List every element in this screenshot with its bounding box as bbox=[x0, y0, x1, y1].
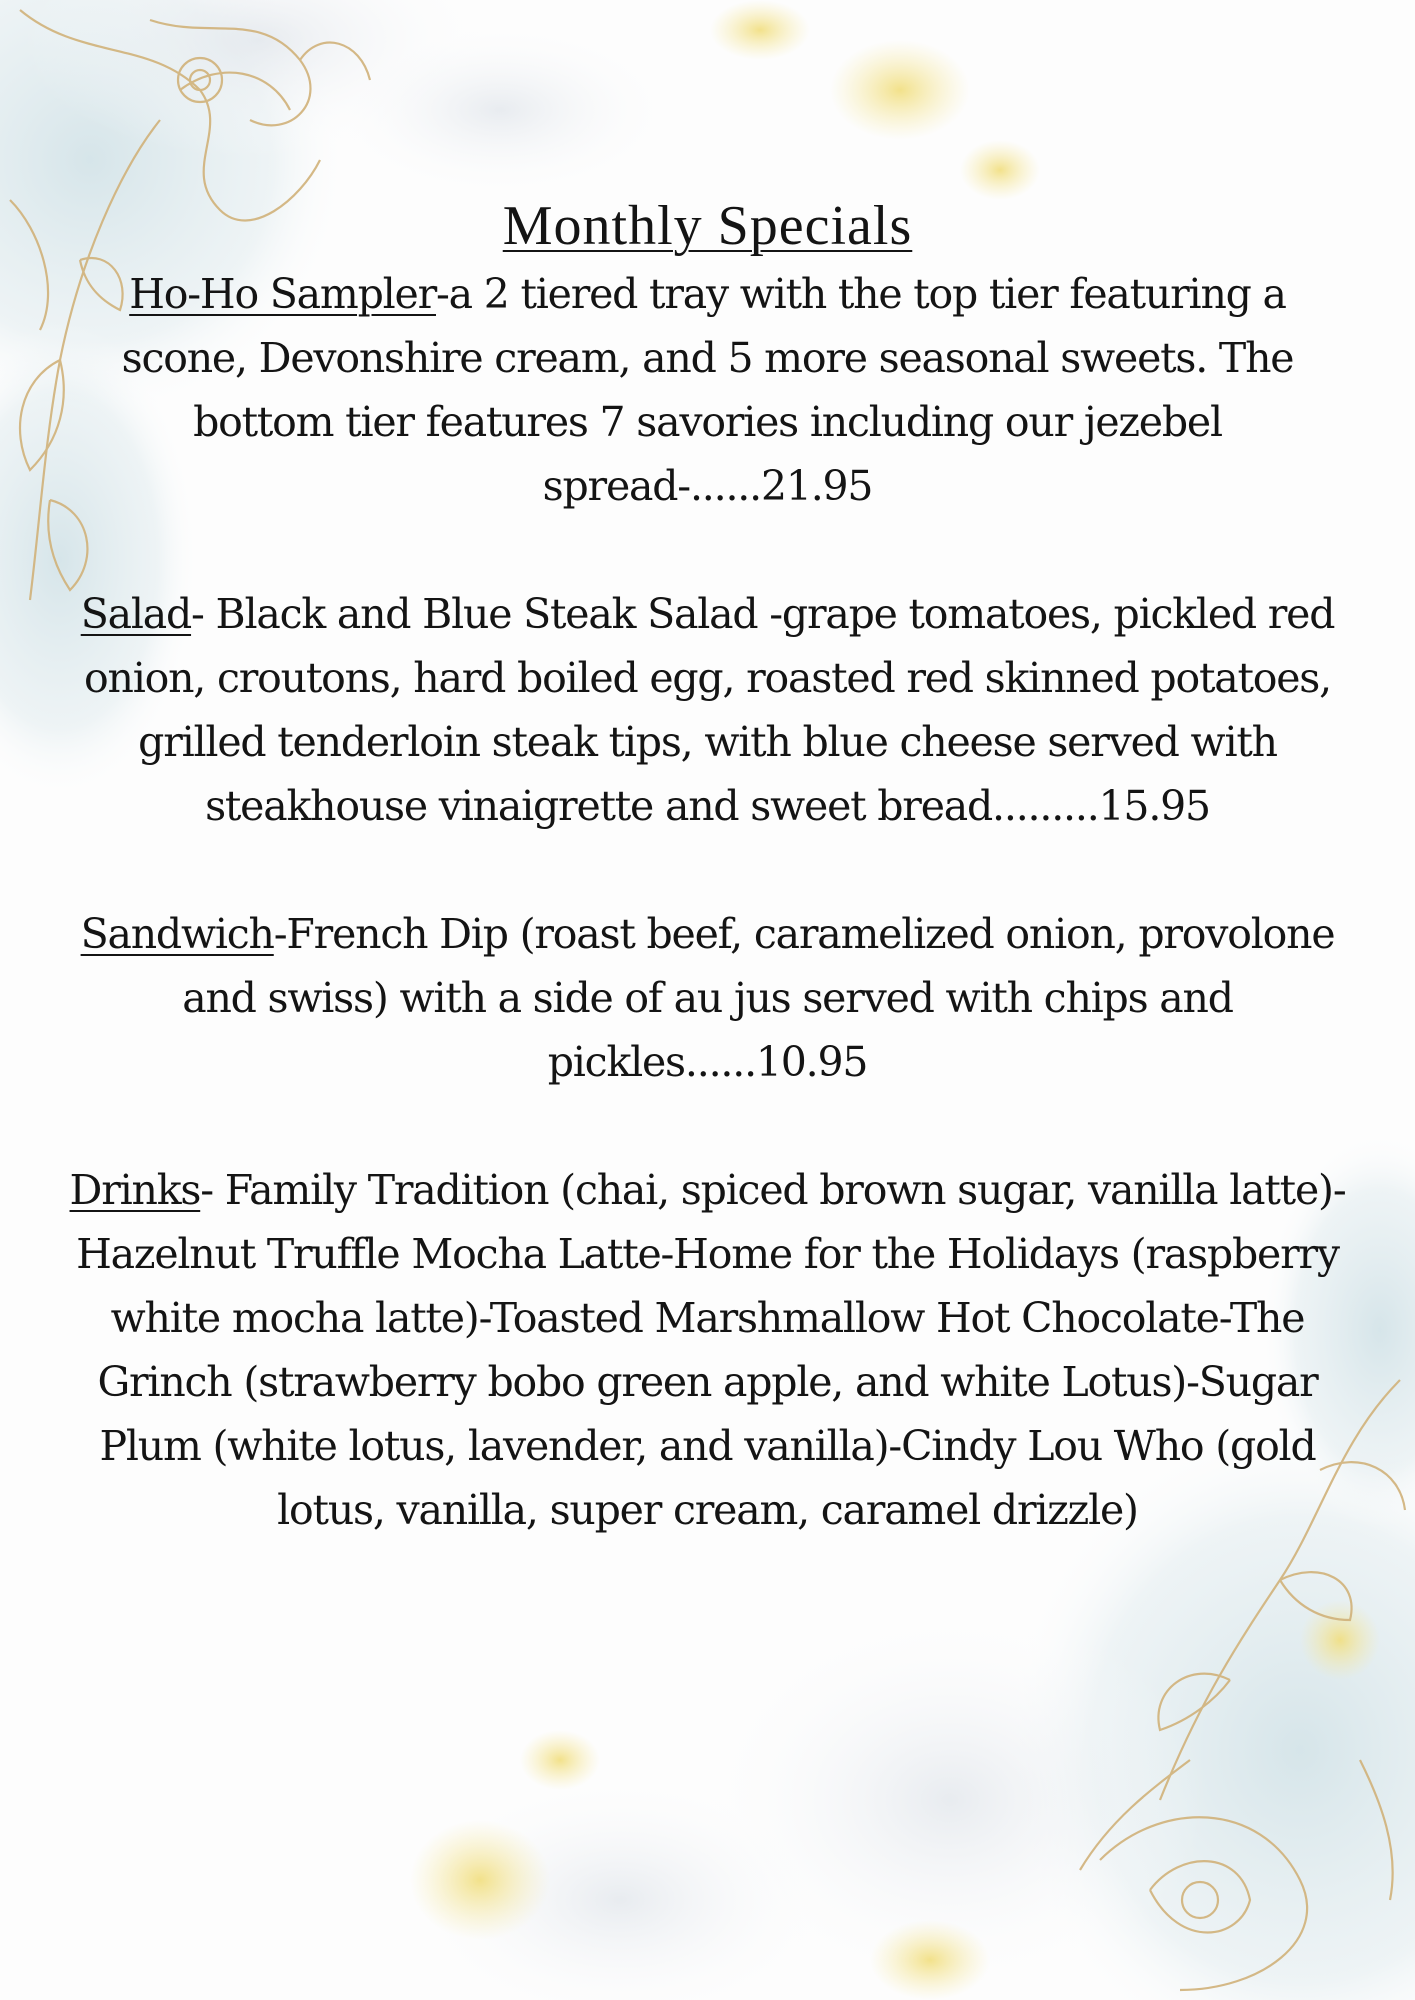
item-label: Sandwich bbox=[80, 910, 274, 958]
monthly-specials-menu bbox=[50, 190, 1365, 1606]
item-label: Ho-Ho Sampler bbox=[129, 270, 436, 318]
item-label: Drinks bbox=[69, 1166, 201, 1214]
item-description: -a 2 tiered tray with the top tier featuring a scone, Devonshire cream, and 5 more seasonal sweets. The bottom tier features 7 savories including our jezebel spread-......21.95 bbox=[121, 270, 1294, 510]
menu-item-salad bbox=[53, 582, 1363, 838]
menu-item-sandwich bbox=[58, 902, 1358, 1094]
item-description: -French Dip (roast beef, caramelized onion, provolone and swiss) with a side of au jus served with chips and pickles......10.95 bbox=[182, 910, 1335, 1086]
item-description: - Black and Blue Steak Salad -grape tomatoes, pickled red onion, croutons, hard boiled egg, roasted red skinned potatoes, grilled tenderloin steak tips, with blue cheese served with steakhouse vinaigrette and sweet bread.........15.95 bbox=[84, 590, 1335, 830]
item-label: Salad bbox=[80, 590, 192, 638]
item-description: - Family Tradition (chai, spiced brown sugar, vanilla latte)-Hazelnut Truffle Mocha Latte-Home for the Holidays (raspberry white mocha latte)-Toasted Marshmallow Hot Chocolate-The Grinch (strawberry bobo green apple, and white Lotus)-Sugar Plum (white lotus, lavender, and vanilla)-Cindy Lou Who (gold lotus, vanilla, super cream, caramel drizzle) bbox=[76, 1166, 1346, 1534]
menu-item-ho-ho-sampler bbox=[108, 262, 1308, 518]
menu-item-drinks bbox=[53, 1158, 1363, 1542]
page-title: Monthly Specials bbox=[502, 195, 913, 257]
